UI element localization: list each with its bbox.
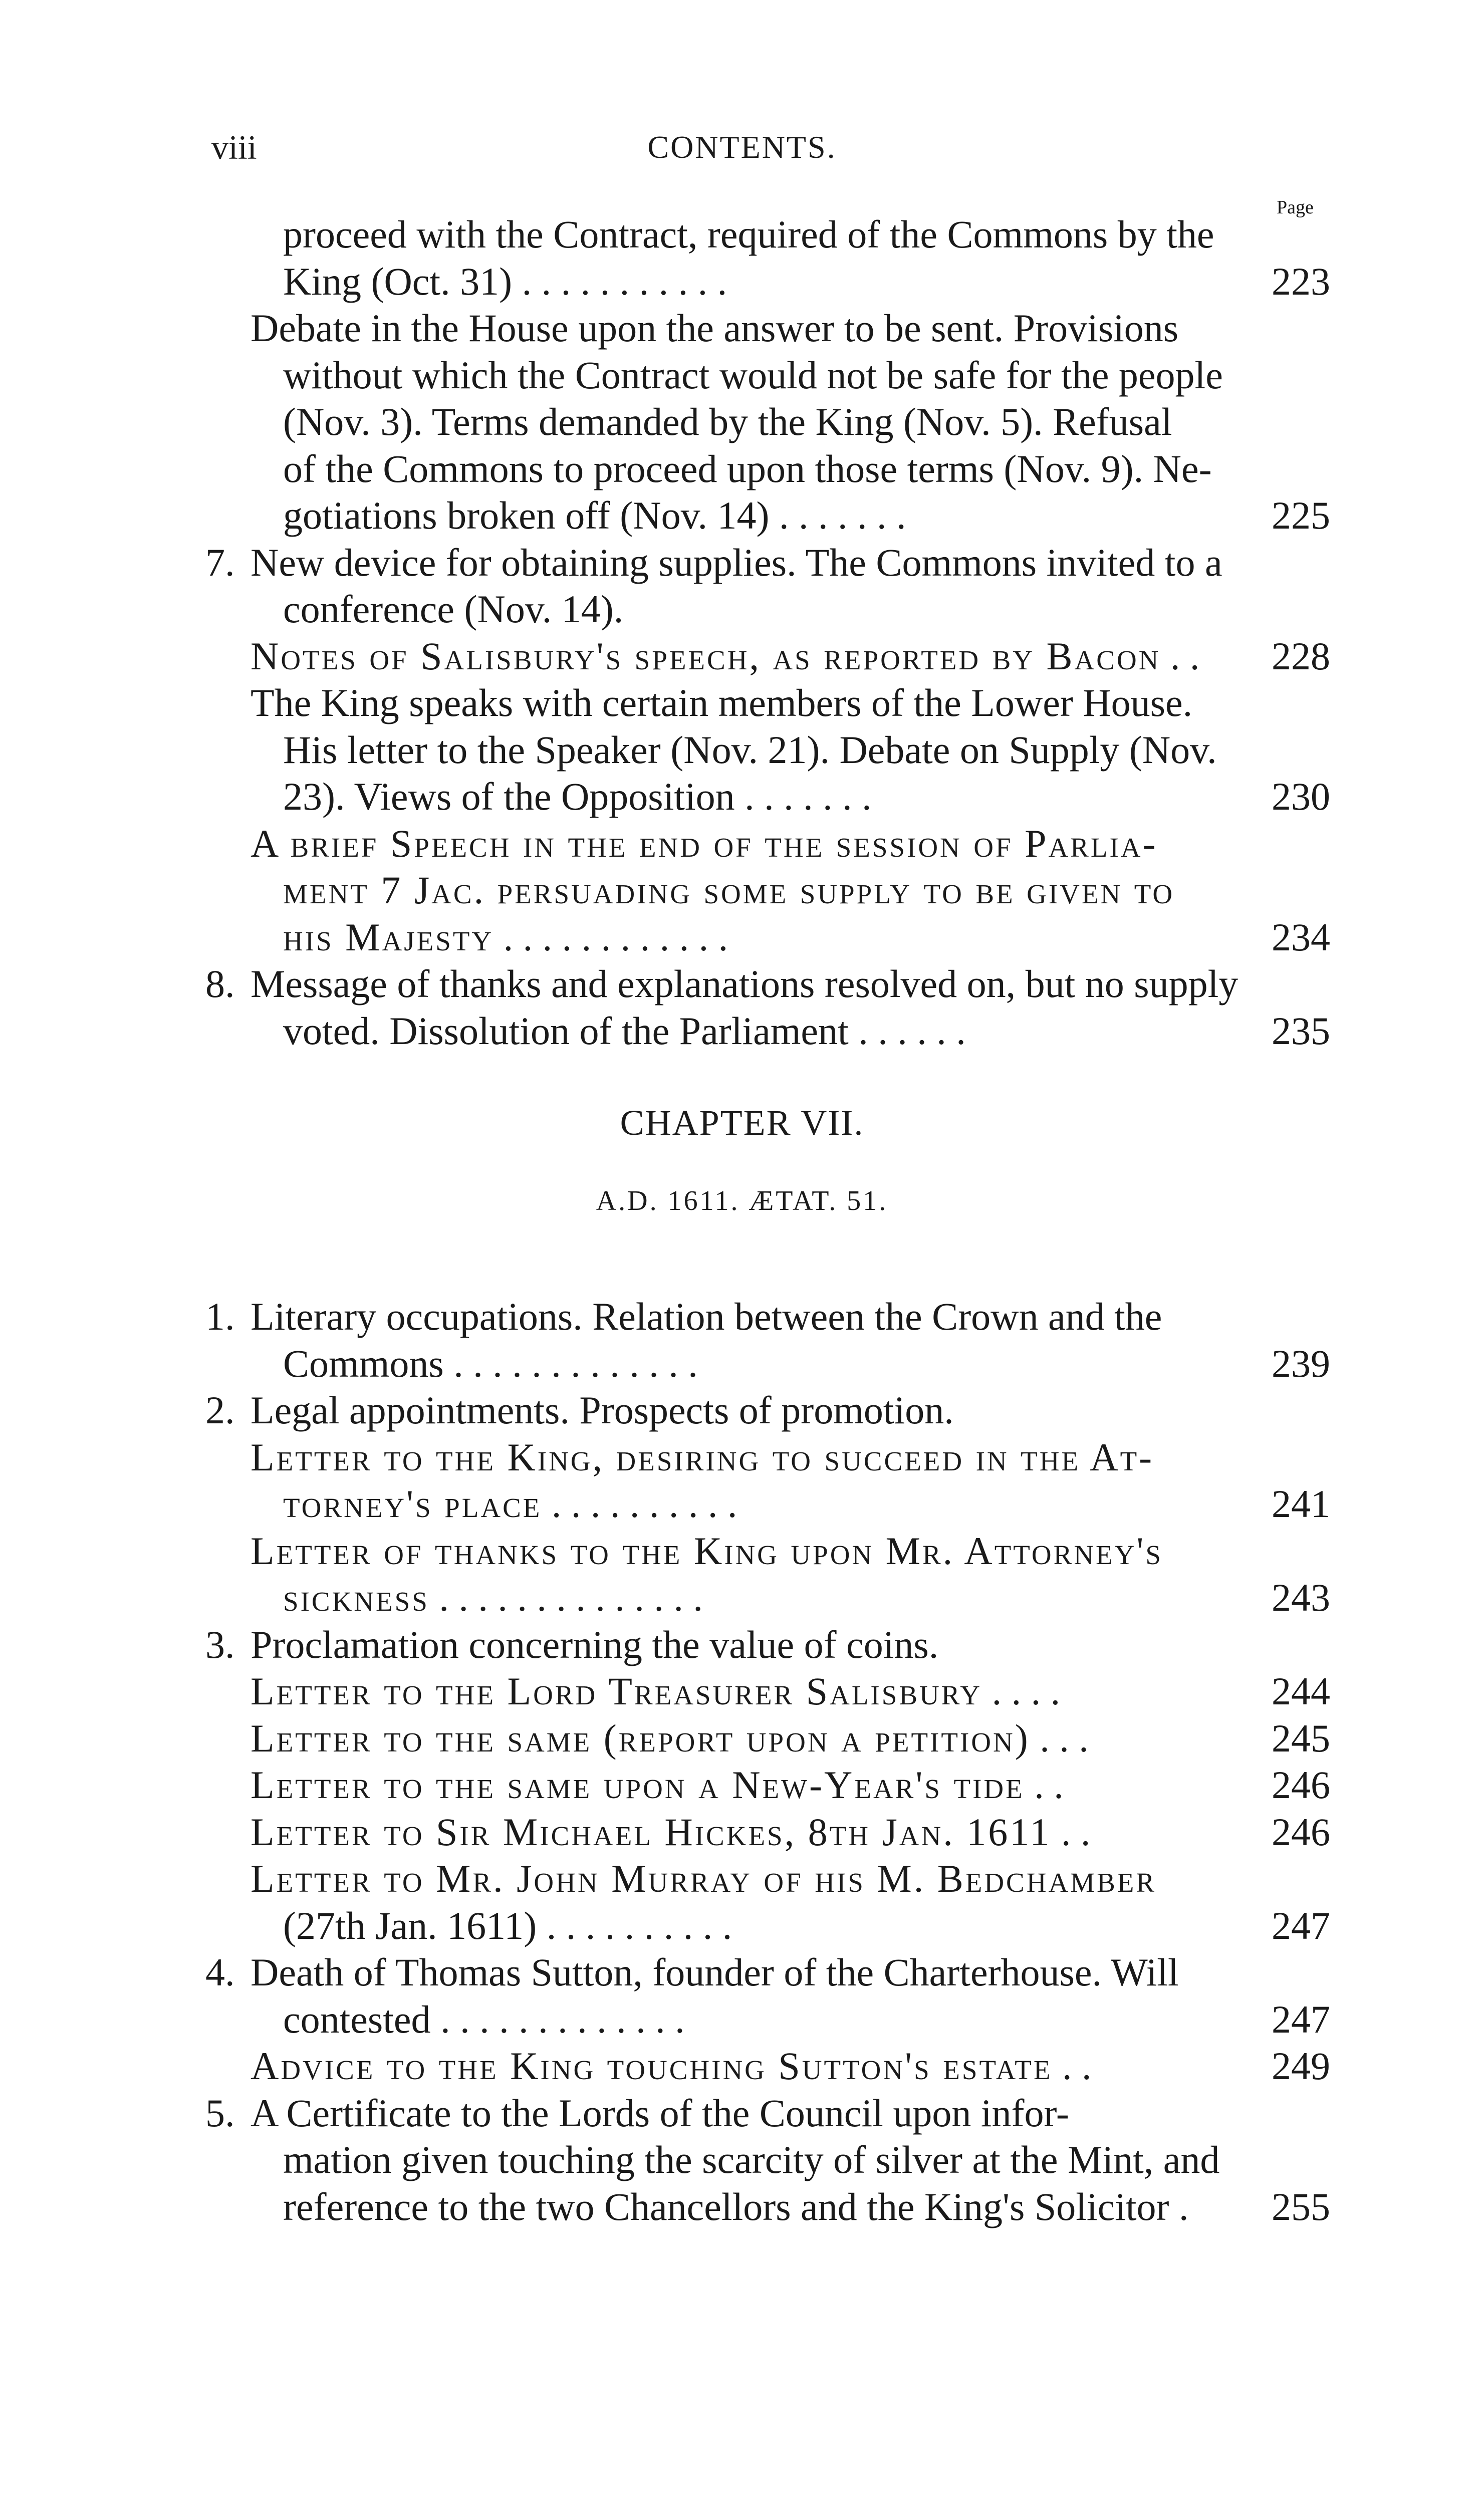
page-number: viii — [211, 128, 257, 166]
leader-dots: . . . . . . . . . . . . — [493, 915, 728, 959]
entry-text: King (Oct. 31) — [283, 259, 513, 303]
entry-text: Message of thanks and explanations resolved on, but no supply — [251, 962, 1239, 1006]
leader-dots: . . . — [1030, 1716, 1089, 1760]
leader-dots: . . . . . . . . . . — [542, 1482, 737, 1526]
toc-line — [251, 1761, 1330, 1809]
section-number: 8. — [205, 962, 235, 1006]
leader-dots: . — [1169, 2184, 1189, 2228]
leader-dots: . . — [1024, 1763, 1064, 1807]
section-number: 7. — [205, 540, 235, 584]
toc-line — [251, 632, 1330, 680]
entry-text: A brief Speech in the end of the session of Parlia- — [251, 821, 1158, 865]
entry-text: Advice to the King touching Sutton's estate — [251, 2044, 1053, 2088]
entry-text: contested — [283, 1997, 431, 2041]
entry-text: torney's place — [283, 1482, 542, 1526]
page-reference: 241 — [1272, 1482, 1330, 1526]
entry-text: New device for obtaining supplies. The Commons invited to a — [251, 540, 1222, 584]
toc-line — [283, 1340, 1330, 1387]
toc-line — [251, 1433, 1298, 1481]
entry-text: reference to the two Chancellors and the King's Solicitor — [283, 2184, 1169, 2228]
toc-line — [283, 1480, 1330, 1528]
toc-line — [283, 398, 1330, 445]
page-column-label: Page — [1277, 197, 1314, 218]
toc-line — [251, 1714, 1330, 1762]
toc-line — [205, 960, 1298, 1008]
page-reference: 223 — [1272, 259, 1330, 303]
entry-text: His letter to the Speaker (Nov. 21). Debate on Supply (Nov. — [283, 727, 1217, 772]
page-reference: 225 — [1272, 493, 1330, 537]
entry-text: Legal appointments. Prospects of promotion. — [251, 1388, 954, 1432]
entry-text: ment 7 Jac. persuading some supply to be given to — [283, 868, 1175, 912]
toc-line — [205, 1621, 1298, 1668]
toc-line — [283, 2136, 1330, 2183]
toc-line — [283, 1995, 1330, 2043]
section-number: 5. — [205, 2091, 235, 2135]
page-reference: 249 — [1272, 2044, 1330, 2088]
entry-text: voted. Dissolution of the Parliament — [283, 1009, 849, 1053]
leader-dots: . . . . . . . . . . . . . — [443, 1341, 698, 1385]
toc-line — [283, 1574, 1330, 1621]
leader-dots: . . — [1160, 634, 1200, 678]
entry-text: without which the Contract would not be safe for the people — [283, 353, 1223, 397]
toc-line — [283, 1007, 1330, 1055]
page-reference: 247 — [1272, 1997, 1330, 2041]
toc-line — [251, 1667, 1330, 1715]
entry-text: Commons — [283, 1341, 444, 1385]
entry-text: of the Commons to proceed upon those terms (Nov. 9). Ne- — [283, 446, 1212, 490]
entry-text: Death of Thomas Sutton, founder of the Charterhouse. Will — [251, 1950, 1179, 1994]
toc-line — [205, 1293, 1298, 1340]
page-reference: 245 — [1272, 1716, 1330, 1760]
page-reference: 230 — [1272, 775, 1330, 818]
toc-line — [283, 351, 1330, 399]
chapter-heading: CHAPTER VII. — [620, 1103, 864, 1143]
leader-dots: . . — [1052, 2044, 1092, 2088]
page-reference: 247 — [1272, 1903, 1330, 1947]
entry-text: Proclamation concerning the value of coins. — [251, 1622, 939, 1666]
page-reference: 234 — [1272, 915, 1330, 959]
page-reference: 255 — [1272, 2184, 1330, 2228]
toc-line — [251, 2042, 1330, 2090]
leader-dots: . . . . — [982, 1669, 1061, 1713]
page-reference: 246 — [1272, 1763, 1330, 1807]
entry-text: conference (Nov. 14). — [283, 587, 624, 631]
page-reference: 246 — [1272, 1810, 1330, 1854]
toc-line — [283, 2183, 1330, 2230]
entry-text: A Certificate to the Lords of the Council upon infor- — [251, 2091, 1069, 2135]
running-title: CONTENTS. — [647, 129, 837, 165]
entry-text: 23). Views of the Opposition — [283, 775, 735, 818]
leader-dots: . . . . . . . . . . — [537, 1903, 732, 1947]
toc-line — [251, 304, 1298, 352]
entry-text: Letter to Sir Michael Hickes, 8th Jan. 1611 — [251, 1810, 1052, 1854]
toc-line — [205, 1948, 1298, 1996]
section-number: 4. — [205, 1950, 235, 1994]
toc-line — [205, 1386, 1298, 1434]
toc-line — [283, 445, 1330, 492]
entry-text: Letter to the same (report upon a petition) — [251, 1716, 1030, 1760]
entry-text: sickness — [283, 1576, 429, 1619]
toc-line — [283, 210, 1330, 258]
entry-text: (27th Jan. 1611) — [283, 1903, 537, 1947]
entry-text: Letter to the King, desiring to succeed in the At- — [251, 1435, 1154, 1479]
entry-text: Letter to the same upon a New-Year's tide — [251, 1763, 1025, 1807]
leader-dots: . . . . . . . — [769, 493, 906, 537]
toc-line — [251, 1808, 1330, 1856]
toc-line — [251, 820, 1298, 867]
entry-text: The King speaks with certain members of the Lower House. — [251, 681, 1193, 724]
section-number: 3. — [205, 1622, 235, 1666]
toc-line — [283, 1902, 1330, 1949]
page-reference: 243 — [1272, 1576, 1330, 1619]
leader-dots: . . — [1051, 1810, 1091, 1854]
leader-dots: . . . . . . — [848, 1009, 966, 1053]
toc-line — [283, 913, 1330, 961]
entry-text: Letter of thanks to the King upon Mr. Attorney's — [251, 1529, 1163, 1573]
page-reference: 239 — [1272, 1341, 1330, 1385]
toc-line — [283, 491, 1330, 539]
leader-dots: . . . . . . . — [734, 775, 872, 818]
toc-line — [205, 2089, 1298, 2137]
toc-line — [283, 866, 1330, 914]
entry-text: gotiations broken off (Nov. 14) — [283, 493, 770, 537]
entry-text: mation given touching the scarcity of silver at the Mint, and — [283, 2138, 1220, 2181]
entry-text: proceed with the Contract, required of the Commons by the — [283, 212, 1214, 256]
section-number: 1. — [205, 1295, 235, 1338]
entry-text: Letter to the Lord Treasurer Salisbury — [251, 1669, 982, 1713]
page-reference: 235 — [1272, 1009, 1330, 1053]
toc-line — [283, 258, 1330, 305]
leader-dots: . . . . . . . . . . . . . — [430, 1997, 685, 2041]
entry-text: his Majesty — [283, 915, 494, 959]
toc-line — [205, 539, 1298, 586]
toc-line — [283, 773, 1330, 820]
entry-text: Letter to Mr. John Murray of his M. Bedchamber — [251, 1857, 1157, 1900]
section-number: 2. — [205, 1388, 235, 1432]
toc-line — [251, 1855, 1298, 1902]
entry-text: Notes of Salisbury's speech, as reported by Bacon — [251, 634, 1161, 678]
toc-line — [283, 726, 1330, 774]
toc-line — [251, 1527, 1298, 1575]
page-reference: 244 — [1272, 1669, 1330, 1713]
leader-dots: . . . . . . . . . . . — [512, 259, 727, 303]
toc-line — [283, 585, 1330, 633]
leader-dots: . . . . . . . . . . . . . . — [429, 1576, 703, 1619]
entry-text: (Nov. 3). Terms demanded by the King (Nov. 5). Refusal — [283, 400, 1172, 443]
chapter-date: A.D. 1611. ÆTAT. 51. — [596, 1185, 888, 1216]
page-reference: 228 — [1272, 634, 1330, 678]
entry-text: Literary occupations. Relation between the Crown and the — [251, 1295, 1162, 1338]
toc-line — [251, 679, 1298, 726]
entry-text: Debate in the House upon the answer to be sent. Provisions — [251, 306, 1179, 350]
